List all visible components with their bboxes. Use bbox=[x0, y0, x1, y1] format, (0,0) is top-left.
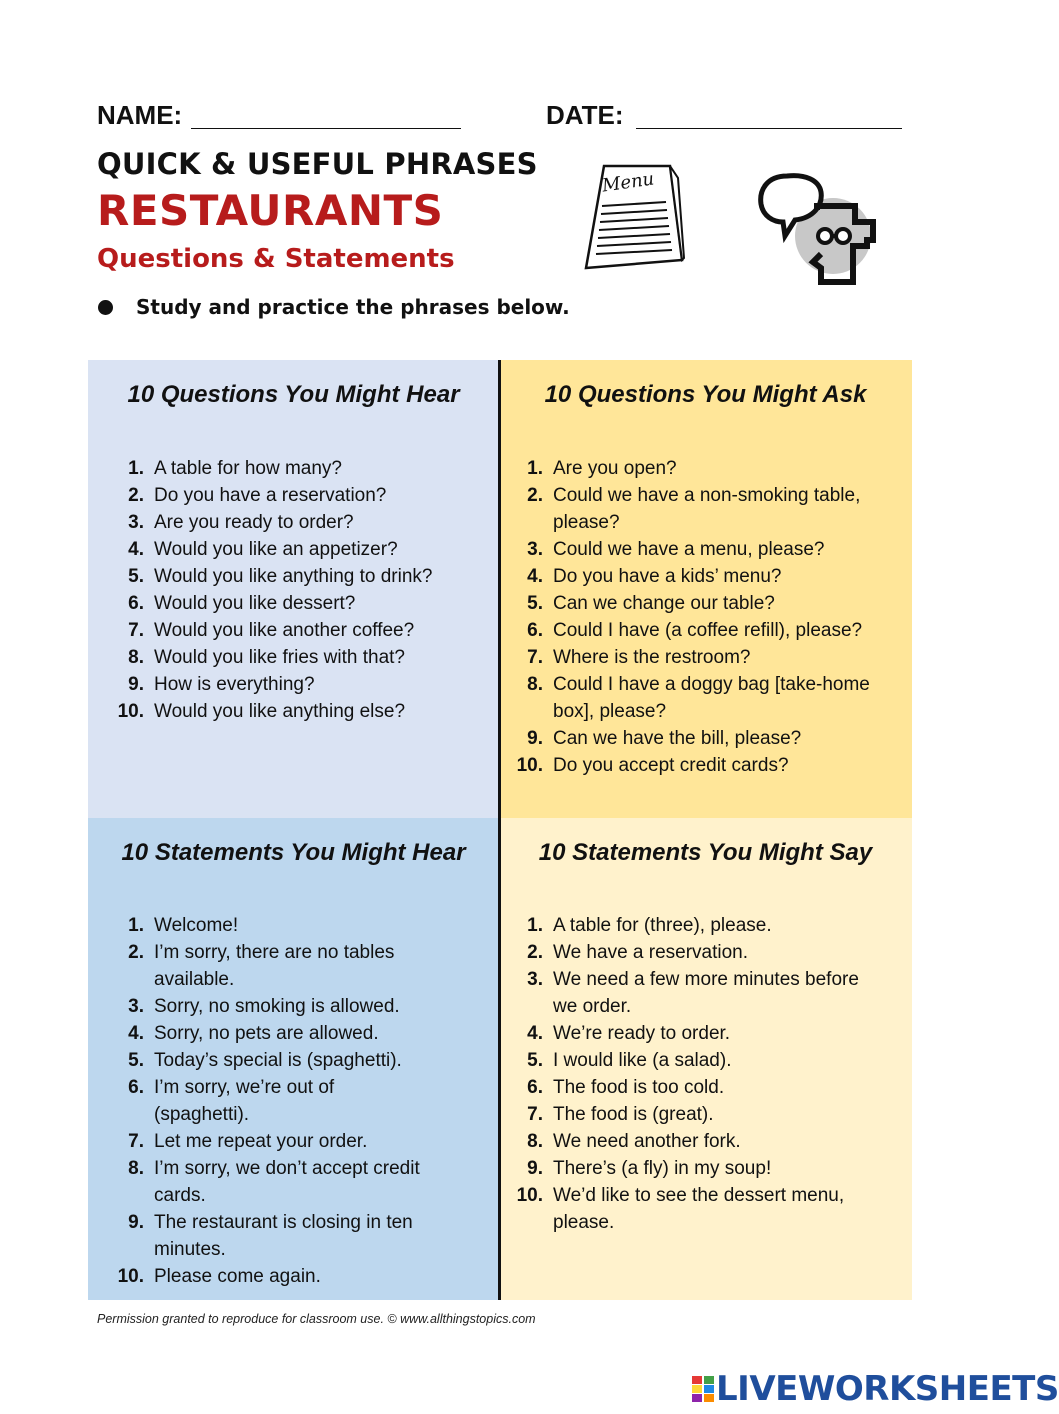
list-item bbox=[100, 1263, 430, 1290]
item-text: Where is the restroom? bbox=[553, 647, 751, 668]
menu-card-text: Menu bbox=[600, 168, 656, 197]
list-item bbox=[100, 698, 485, 725]
list-item bbox=[100, 590, 485, 617]
instruction-text: Study and practice the phrases below. bbox=[136, 295, 570, 319]
item-text: Could we have a menu, please? bbox=[553, 539, 825, 560]
item-number: 5. bbox=[128, 566, 144, 587]
list-item bbox=[499, 725, 901, 752]
list-item bbox=[100, 939, 430, 993]
list-item bbox=[100, 617, 485, 644]
list-item bbox=[499, 1128, 884, 1155]
item-number: 4. bbox=[527, 566, 543, 587]
item-text: Do you have a reservation? bbox=[154, 485, 387, 506]
item-number: 2. bbox=[128, 942, 144, 963]
item-number: 9. bbox=[128, 674, 144, 695]
page-subtitle: QUICK & USEFUL PHRASES bbox=[97, 147, 538, 181]
item-number: 10. bbox=[117, 1266, 144, 1287]
list-item bbox=[499, 536, 901, 563]
quadrant-questions-hear bbox=[88, 360, 499, 818]
item-text: A table for how many? bbox=[154, 458, 342, 479]
item-number: 5. bbox=[128, 1050, 144, 1071]
item-text: Sorry, no pets are allowed. bbox=[154, 1023, 379, 1044]
item-number: 6. bbox=[128, 593, 144, 614]
liveworksheets-logo-icon bbox=[692, 1376, 714, 1402]
menu-card-icon bbox=[580, 160, 690, 275]
item-number: 7. bbox=[527, 1104, 543, 1125]
phrase-list bbox=[100, 912, 430, 1290]
item-text: Could I have a doggy bag [take-home box], please? bbox=[553, 674, 870, 722]
item-text: Would you like an appetizer? bbox=[154, 539, 398, 560]
item-text: Can we change our table? bbox=[553, 593, 775, 614]
item-number: 8. bbox=[527, 1131, 543, 1152]
item-number: 1. bbox=[128, 915, 144, 936]
item-text: Would you like fries with that? bbox=[154, 647, 405, 668]
date-field[interactable] bbox=[636, 128, 902, 129]
list-item bbox=[499, 1020, 884, 1047]
list-item bbox=[499, 1047, 884, 1074]
item-number: 6. bbox=[527, 620, 543, 641]
item-text: Let me repeat your order. bbox=[154, 1131, 368, 1152]
list-item bbox=[100, 1128, 430, 1155]
item-text: We need a few more minutes before we order. bbox=[553, 969, 859, 1017]
list-item bbox=[100, 563, 485, 590]
date-label: DATE: bbox=[546, 100, 624, 130]
item-number: 3. bbox=[128, 996, 144, 1017]
list-item bbox=[100, 1155, 430, 1209]
list-item bbox=[100, 1209, 430, 1263]
quadrant-title: 10 Statements You Might Hear bbox=[121, 839, 466, 866]
item-number: 2. bbox=[527, 942, 543, 963]
list-item bbox=[499, 1101, 884, 1128]
item-number: 7. bbox=[128, 1131, 144, 1152]
item-number: 8. bbox=[128, 1158, 144, 1179]
item-text: I would like (a salad). bbox=[553, 1050, 732, 1071]
item-number: 3. bbox=[128, 512, 144, 533]
list-item bbox=[499, 671, 901, 725]
item-number: 10. bbox=[516, 755, 543, 776]
list-item bbox=[499, 644, 901, 671]
item-number: 3. bbox=[527, 969, 543, 990]
item-number: 1. bbox=[527, 915, 543, 936]
item-text: Would you like another coffee? bbox=[154, 620, 415, 641]
name-label: NAME: bbox=[97, 100, 183, 130]
item-number: 8. bbox=[527, 674, 543, 695]
item-number: 9. bbox=[527, 1158, 543, 1179]
list-item bbox=[499, 590, 901, 617]
list-item bbox=[499, 617, 901, 644]
item-number: 2. bbox=[128, 485, 144, 506]
quadrant-title: 10 Questions You Might Ask bbox=[544, 381, 867, 408]
item-text: The food is (great). bbox=[553, 1104, 714, 1125]
item-number: 7. bbox=[128, 620, 144, 641]
item-text: How is everything? bbox=[154, 674, 315, 695]
item-text: Do you have a kids’ menu? bbox=[553, 566, 782, 587]
list-item bbox=[100, 536, 485, 563]
item-text: The food is too cold. bbox=[553, 1077, 725, 1098]
quadrant-statements-hear bbox=[88, 818, 499, 1300]
item-text: We have a reservation. bbox=[553, 942, 749, 963]
list-item bbox=[100, 912, 430, 939]
phrase-list bbox=[499, 912, 884, 1236]
item-number: 1. bbox=[527, 458, 543, 479]
list-item bbox=[499, 966, 884, 1020]
list-item bbox=[100, 1074, 430, 1128]
item-text: We’re ready to order. bbox=[553, 1023, 731, 1044]
item-text: Could we have a non-smoking table, please? bbox=[553, 485, 861, 533]
list-item bbox=[100, 993, 430, 1020]
phrase-list bbox=[499, 455, 901, 779]
item-text: Are you open? bbox=[553, 458, 677, 479]
list-item bbox=[100, 482, 485, 509]
list-item bbox=[499, 1074, 884, 1101]
list-item bbox=[499, 752, 901, 779]
speaking-head-icon bbox=[755, 170, 880, 288]
item-text: Today’s special is (spaghetti). bbox=[154, 1050, 402, 1071]
item-number: 6. bbox=[128, 1077, 144, 1098]
item-number: 9. bbox=[128, 1212, 144, 1233]
item-number: 2. bbox=[527, 485, 543, 506]
item-number: 4. bbox=[128, 1023, 144, 1044]
quadrant-title: 10 Questions You Might Hear bbox=[127, 381, 460, 408]
item-number: 10. bbox=[117, 701, 144, 722]
list-item bbox=[499, 563, 901, 590]
item-number: 9. bbox=[527, 728, 543, 749]
item-text: Are you ready to order? bbox=[154, 512, 354, 533]
list-item bbox=[100, 671, 485, 698]
list-item bbox=[100, 509, 485, 536]
item-number: 4. bbox=[527, 1023, 543, 1044]
list-item bbox=[499, 482, 901, 536]
item-number: 5. bbox=[527, 593, 543, 614]
item-number: 3. bbox=[527, 539, 543, 560]
liveworksheets-brand[interactable]: LIVEWORKSHEETS bbox=[716, 1369, 1059, 1409]
list-item bbox=[100, 1047, 430, 1074]
list-item bbox=[499, 912, 884, 939]
item-text: Could I have (a coffee refill), please? bbox=[553, 620, 863, 641]
item-number: 10. bbox=[516, 1185, 543, 1206]
item-text: The restaurant is closing in ten minutes. bbox=[154, 1212, 413, 1260]
item-number: 1. bbox=[128, 458, 144, 479]
item-text: I’m sorry, there are no tables available. bbox=[154, 942, 395, 990]
item-text: Would you like dessert? bbox=[154, 593, 356, 614]
item-text: We need another fork. bbox=[553, 1131, 741, 1152]
permission-note: Permission granted to reproduce for classroom use. © www.allthingstopics.com bbox=[97, 1312, 536, 1326]
item-text: We’d like to see the dessert menu, please. bbox=[553, 1185, 845, 1233]
item-text: Please come again. bbox=[154, 1266, 321, 1287]
quadrant-questions-ask bbox=[499, 360, 912, 818]
item-text: I’m sorry, we don’t accept credit cards. bbox=[154, 1158, 420, 1206]
item-text: Do you accept credit cards? bbox=[553, 755, 789, 776]
vertical-divider bbox=[498, 360, 501, 1300]
item-number: 8. bbox=[128, 647, 144, 668]
item-text: Sorry, no smoking is allowed. bbox=[154, 996, 400, 1017]
item-text: Would you like anything else? bbox=[154, 701, 406, 722]
item-text: There’s (a fly) in my soup! bbox=[553, 1158, 772, 1179]
item-text: I’m sorry, we’re out of (spaghetti). bbox=[154, 1077, 335, 1125]
item-text: Would you like anything to drink? bbox=[154, 566, 433, 587]
list-item bbox=[499, 1155, 884, 1182]
list-item bbox=[100, 644, 485, 671]
name-field[interactable] bbox=[191, 128, 461, 129]
item-number: 4. bbox=[128, 539, 144, 560]
phrase-list bbox=[100, 455, 485, 725]
item-text: A table for (three), please. bbox=[553, 915, 772, 936]
list-item bbox=[100, 1020, 430, 1047]
page-topic: Questions & Statements bbox=[97, 244, 455, 274]
list-item bbox=[499, 455, 901, 482]
list-item bbox=[499, 939, 884, 966]
quadrant-title: 10 Statements You Might Say bbox=[538, 839, 873, 866]
item-text: Can we have the bill, please? bbox=[553, 728, 802, 749]
quadrant-statements-say bbox=[499, 818, 912, 1300]
item-number: 7. bbox=[527, 647, 543, 668]
page-title: RESTAURANTS bbox=[97, 186, 444, 235]
list-item bbox=[499, 1182, 884, 1236]
item-text: Welcome! bbox=[154, 915, 239, 936]
item-number: 6. bbox=[527, 1077, 543, 1098]
list-item bbox=[100, 455, 485, 482]
item-number: 5. bbox=[527, 1050, 543, 1071]
bullet-icon bbox=[98, 300, 113, 315]
